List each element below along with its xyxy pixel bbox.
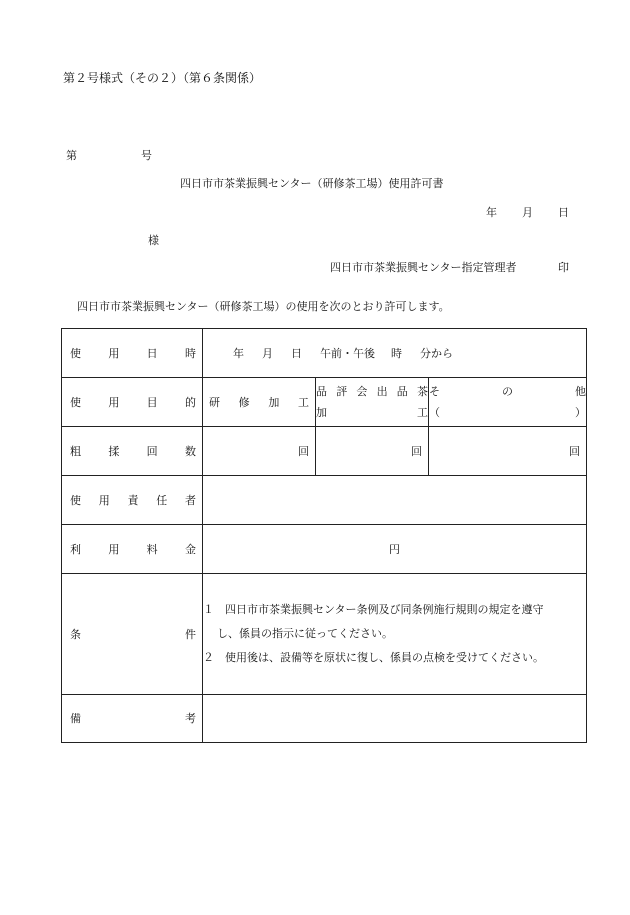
row-remarks: [62, 695, 587, 743]
label-conditions: 条 件: [62, 574, 203, 695]
number-prefix: 第: [66, 149, 77, 162]
count-competition-field[interactable]: 回: [316, 427, 429, 476]
number-suffix: 号: [141, 149, 152, 162]
label-use-datetime: 使 用 日 時: [62, 329, 203, 378]
remarks-field[interactable]: [203, 695, 587, 743]
fee-field[interactable]: 円: [203, 525, 587, 574]
label-remarks: 備 考: [62, 695, 203, 743]
row-purpose: [62, 378, 587, 427]
conditions-text: [203, 574, 587, 695]
document-title: 四日市市茶業振興センター（研修茶工場）使用許可書: [180, 177, 444, 190]
form-number: 第２号様式（その２）（第６条関係）: [63, 71, 262, 85]
row-fee: [62, 525, 587, 574]
responsible-person-field[interactable]: [203, 476, 587, 525]
date-day: 日: [558, 206, 569, 219]
count-other-field[interactable]: 回: [429, 427, 587, 476]
row-rolling-count: [62, 427, 587, 476]
row-use-datetime: [62, 329, 587, 378]
row-responsible-person: [62, 476, 587, 525]
condition-item-1-cont: し、係員の指示に従ってください。: [217, 627, 393, 640]
addressee-honorific: 様: [148, 234, 159, 247]
condition-item-1: １ 四日市市茶業振興センター条例及び同条例施行規則の規定を遵守: [203, 603, 544, 616]
purpose-option-other[interactable]: そ の 他 （ ）: [429, 378, 587, 427]
issuer-name: 四日市市茶業振興センター指定管理者: [330, 261, 517, 274]
seal-mark: 印: [558, 261, 569, 274]
label-fee: 利 用 料 金: [62, 525, 203, 574]
label-responsible-person: 使 用 責 任 者: [62, 476, 203, 525]
intro-text: 四日市市茶業振興センター（研修茶工場）の使用を次のとおり許可します。: [77, 300, 450, 313]
purpose-option-training[interactable]: 研 修 加 工: [203, 378, 316, 427]
count-training-field[interactable]: 回: [203, 427, 316, 476]
condition-item-2: ２ 使用後は、設備等を原状に復し、係員の点検を受けてください。: [203, 651, 544, 664]
label-purpose: 使 用 目 的: [62, 378, 203, 427]
use-datetime-field[interactable]: 年 月 日 午前・午後 時 分から: [203, 329, 587, 378]
purpose-option-competition[interactable]: 品 評 会 出 品 茶 加 工: [316, 378, 429, 427]
permit-table: [61, 328, 587, 743]
date-year: 年: [486, 206, 497, 219]
label-rolling-count: 粗 揉 回 数: [62, 427, 203, 476]
date-month: 月: [522, 206, 533, 219]
row-conditions: [62, 574, 587, 695]
